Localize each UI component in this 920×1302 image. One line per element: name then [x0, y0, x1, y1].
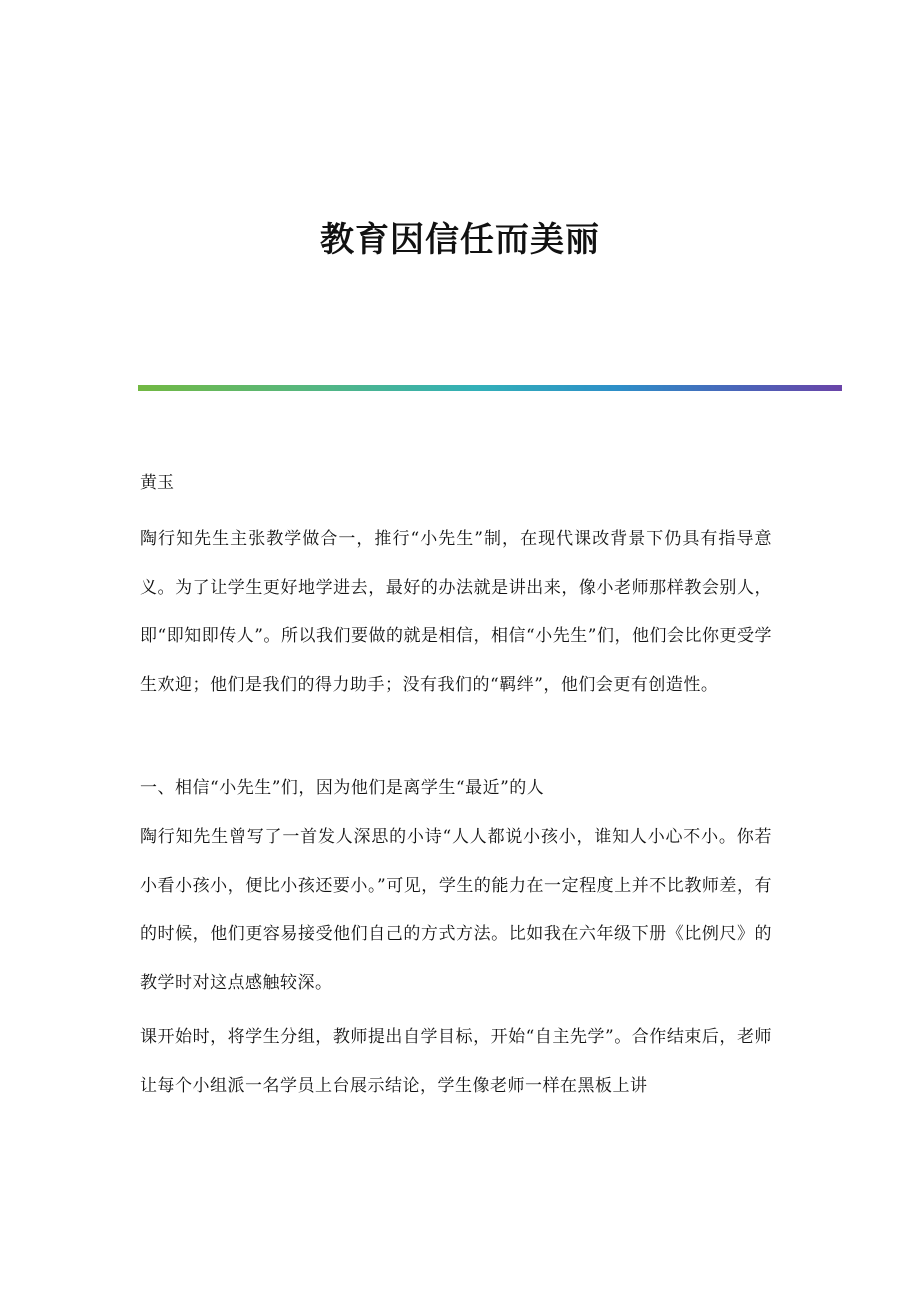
author-name: 黄玉: [140, 473, 174, 493]
document-title: 教育因信任而美丽: [320, 220, 600, 260]
paragraph-poem: 陶行知先生曾写了一首发人深思的小诗“人人都说小孩小，谁知人小心不小。你若小看小孩小，便比小孩还要小。”可见，学生的能力在一定程度上并不比教师差，有的时候，他们更容易接受他们自己的方式方法。比如我在六年级下册《比例尺》的教学时对这点感触较深。: [140, 827, 772, 993]
paragraph-class: 课开始时，将学生分组，教师提出自学目标，开始“自主先学”。合作结束后，老师让每个小组派一名学员上台展示结论，学生像老师一样在黑板上讲: [140, 1027, 772, 1096]
section-heading: 一、相信“小先生”们，因为他们是离学生“最近”的人: [140, 778, 545, 798]
paragraph-intro: 陶行知先生主张教学做合一，推行“小先生”制，在现代课改背景下仍具有指导意义。为了让学生更好地学进去，最好的办法就是讲出来，像小老师那样教会别人，即“即知即传人”。所以我们要做的就是相信，相信“小先生”们，他们会比你更受学生欢迎；他们是我们的得力助手；没有我们的“羁绊”，他们会更有创造性。: [140, 529, 772, 695]
title-divider: [138, 385, 842, 391]
